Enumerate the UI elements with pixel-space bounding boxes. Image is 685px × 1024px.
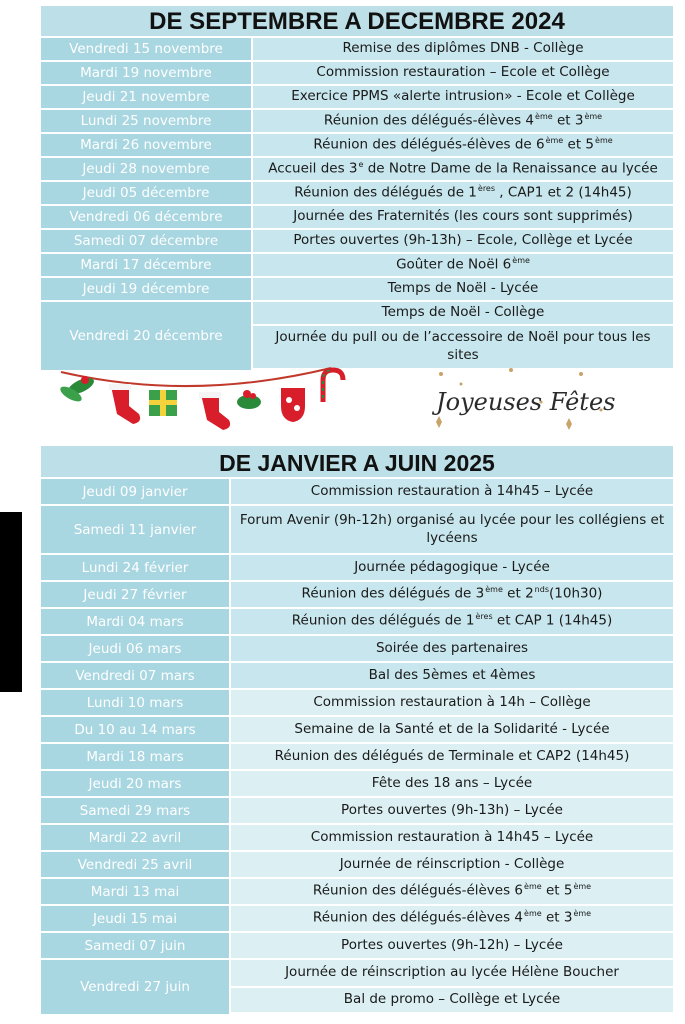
- event-cell-group: [253, 230, 673, 252]
- event-text: [291, 88, 635, 106]
- event-text-part: et 3: [541, 909, 573, 926]
- event-date: Lundi 24 février: [41, 555, 231, 580]
- table-row: [41, 825, 673, 852]
- event-text-part: et 5: [541, 882, 573, 899]
- event-text: [311, 829, 593, 847]
- ordinal-superscript: ème: [524, 882, 542, 892]
- event-text: [313, 882, 591, 900]
- event-text-part: Bal de promo – Collège et Lycée: [343, 991, 561, 1008]
- holly-icon: [237, 390, 261, 409]
- table-row: [41, 110, 673, 134]
- event-description: [253, 230, 673, 252]
- event-date: Mardi 17 décembre: [41, 254, 253, 276]
- ordinal-superscript: ème: [545, 135, 564, 145]
- event-date: Jeudi 06 mars: [41, 636, 231, 661]
- event-text-part: Exercice PPMS «alerte intrusion» - Ecole et Collège: [291, 88, 635, 105]
- event-text: [239, 512, 665, 547]
- event-text-part: Commission restauration – Ecole et Collège: [316, 64, 610, 81]
- section-jan-jun-2025: [41, 446, 673, 1016]
- greeting-text: Joyeuses Fêtes: [436, 388, 616, 416]
- event-text-part: Temps de Noël - Lycée: [387, 280, 539, 297]
- christmas-decoration: [41, 362, 673, 442]
- event-cell-group: [253, 158, 673, 180]
- table-row: [41, 717, 673, 744]
- event-cell-group: [231, 960, 673, 1014]
- event-text-part: Réunion des délégués-élèves 4: [312, 909, 524, 926]
- garland-string-icon: [61, 368, 331, 386]
- event-date: Vendredi 20 décembre: [41, 302, 253, 370]
- ordinal-superscript: ères: [475, 612, 493, 622]
- table-row: [41, 663, 673, 690]
- event-text-part: Réunion des délégués-élèves de 6: [313, 136, 545, 153]
- event-description: [253, 38, 673, 60]
- table-row: [41, 134, 673, 158]
- ornament-ball-icon: [281, 388, 305, 422]
- event-cell-group: [253, 110, 673, 132]
- event-text-part: (10h30): [549, 585, 603, 602]
- event-text: [369, 667, 536, 685]
- event-description: [231, 798, 673, 823]
- event-description: [231, 852, 673, 877]
- ordinal-superscript: ème: [485, 585, 503, 595]
- event-cell-group: [231, 663, 673, 688]
- event-text-part: Bal des 5èmes et 4èmes: [368, 666, 536, 683]
- event-date: Vendredi 25 avril: [41, 852, 231, 877]
- event-text-part: Journée du pull ou de l’accessoire de Noël pour tous les sites: [275, 329, 651, 363]
- gift-icon: [149, 390, 177, 416]
- event-description: [253, 206, 673, 228]
- event-date: Lundi 10 mars: [41, 690, 231, 715]
- event-text-part: Temps de Noël - Collège: [381, 304, 545, 321]
- event-cell-group: [231, 609, 673, 634]
- event-date: Vendredi 15 novembre: [41, 38, 253, 60]
- section-title: DE JANVIER A JUIN 2025: [41, 446, 673, 479]
- event-text: [293, 208, 633, 226]
- event-text: [341, 937, 563, 955]
- table-row: [41, 86, 673, 110]
- event-text-part: Portes ouvertes (9h-13h) – Lycée: [341, 801, 563, 818]
- event-date: Samedi 29 mars: [41, 798, 231, 823]
- event-description: [231, 636, 673, 661]
- event-description: [231, 744, 673, 769]
- table-row: [41, 555, 673, 582]
- event-description: [231, 986, 673, 1012]
- section-title: DE SEPTEMBRE A DECEMBRE 2024: [41, 6, 673, 38]
- event-text-part: et 3: [552, 112, 584, 129]
- event-text-part: Commission restauration à 14h – Collège: [313, 693, 591, 710]
- event-cell-group: [231, 798, 673, 823]
- table-row: [41, 206, 673, 230]
- event-text: [313, 694, 590, 712]
- event-text: [396, 256, 530, 274]
- event-text-part: Accueil des 3: [268, 160, 358, 177]
- event-text-part: Réunion des délégués-élèves 6: [312, 882, 524, 899]
- event-date: Jeudi 19 décembre: [41, 278, 253, 300]
- event-cell-group: [231, 879, 673, 904]
- event-text-part: , CAP1 et 2 (14h45): [495, 184, 632, 201]
- event-cell-group: [253, 62, 673, 84]
- event-text-part: Semaine de la Santé et de la Solidarité - Lycée: [294, 720, 610, 737]
- event-description: [231, 960, 673, 986]
- ordinal-superscript: ème: [512, 255, 530, 265]
- event-cell-group: [231, 771, 673, 796]
- event-text: [261, 329, 665, 364]
- event-text-part: Forum Avenir (9h-12h) organisé au lycée pour les collégiens et lycéens: [239, 511, 665, 546]
- event-description: [231, 506, 673, 553]
- event-date: Jeudi 27 février: [41, 582, 231, 607]
- event-text: [293, 232, 632, 250]
- event-text-part: Soirée des partenaires: [375, 639, 529, 656]
- ordinal-superscript: ème: [573, 909, 592, 919]
- table-row: [41, 771, 673, 798]
- side-black-bar: [0, 512, 22, 692]
- event-text: [388, 280, 539, 298]
- event-cell-group: [231, 744, 673, 769]
- event-cell-group: [231, 852, 673, 877]
- event-text: [344, 991, 560, 1009]
- event-date: Jeudi 05 décembre: [41, 182, 253, 204]
- event-cell-group: [253, 254, 673, 276]
- event-text: [341, 802, 563, 820]
- event-description: [231, 906, 673, 931]
- event-description: [231, 609, 673, 634]
- table-row: [41, 582, 673, 609]
- event-date: Vendredi 27 juin: [41, 960, 231, 1014]
- event-date: Mardi 18 mars: [41, 744, 231, 769]
- event-cell-group: [231, 825, 673, 850]
- event-cell-group: [253, 86, 673, 108]
- table-row: [41, 62, 673, 86]
- event-cell-group: [231, 506, 673, 553]
- event-description: [253, 182, 673, 204]
- event-text-part: Goûter de Noël 6: [396, 256, 512, 273]
- event-cell-group: [253, 302, 673, 370]
- event-cell-group: [231, 690, 673, 715]
- table-row: [41, 254, 673, 278]
- event-description: [231, 479, 673, 504]
- event-description: [253, 254, 673, 276]
- event-date: Mardi 22 avril: [41, 825, 231, 850]
- event-text-part: Commission restauration à 14h45 – Lycée: [310, 828, 594, 845]
- event-text: [294, 721, 609, 739]
- event-text-part: Journée des Fraternités (les cours sont supprimés): [293, 208, 633, 225]
- event-cell-group: [231, 479, 673, 504]
- event-cell-group: [253, 182, 673, 204]
- table-row: [41, 960, 673, 1016]
- ordinal-superscript: nds: [534, 585, 549, 595]
- event-date: Samedi 07 juin: [41, 933, 231, 958]
- table-row: [41, 879, 673, 906]
- event-date: Samedi 07 décembre: [41, 230, 253, 252]
- table-row: [41, 636, 673, 663]
- event-description: [253, 134, 673, 156]
- event-text: [302, 585, 603, 603]
- stocking-icon: [199, 392, 230, 430]
- table-row: [41, 479, 673, 506]
- table-row: [41, 906, 673, 933]
- ordinal-superscript: ème: [535, 111, 553, 121]
- event-description: [253, 62, 673, 84]
- event-text: [275, 748, 630, 766]
- event-description: [231, 933, 673, 958]
- table-row: [41, 933, 673, 960]
- events-table: [41, 38, 673, 372]
- event-cell-group: [231, 906, 673, 931]
- event-date: Lundi 25 novembre: [41, 110, 253, 132]
- holly-icon: [58, 375, 96, 405]
- event-text: [311, 483, 593, 501]
- event-date: Mardi 04 mars: [41, 609, 231, 634]
- event-text-part: et CAP 1 (14h45): [492, 612, 613, 629]
- event-cell-group: [231, 582, 673, 607]
- event-cell-group: [231, 636, 673, 661]
- event-description: [231, 879, 673, 904]
- event-date: Jeudi 09 janvier: [41, 479, 231, 504]
- event-text: [342, 40, 583, 58]
- event-date: Jeudi 20 mars: [41, 771, 231, 796]
- event-text: [324, 112, 602, 130]
- event-text: [313, 136, 612, 154]
- event-text: [268, 160, 658, 178]
- event-description: [253, 158, 673, 180]
- event-description: [253, 110, 673, 132]
- event-description: [231, 771, 673, 796]
- section-sept-dec-2024: [41, 6, 673, 372]
- table-row: [41, 230, 673, 254]
- ordinal-superscript: ème: [584, 111, 603, 121]
- event-cell-group: [231, 555, 673, 580]
- table-row: [41, 278, 673, 302]
- event-text-part: Réunion des délégués de Terminale et CAP2 (14h45): [274, 747, 630, 764]
- event-text: [372, 775, 532, 793]
- event-description: [253, 86, 673, 108]
- event-description: [231, 555, 673, 580]
- table-row: [41, 852, 673, 879]
- event-cell-group: [253, 278, 673, 300]
- event-text-part: Réunion des délégués de 3: [301, 585, 485, 602]
- event-text: [316, 64, 609, 82]
- stocking-icon: [109, 384, 140, 424]
- event-date: Mardi 19 novembre: [41, 62, 253, 84]
- event-text-part: Portes ouvertes (9h-12h) – Lycée: [341, 936, 563, 953]
- event-cell-group: [253, 134, 673, 156]
- event-cell-group: [231, 933, 673, 958]
- table-row: [41, 609, 673, 636]
- event-text-part: Réunion des délégués de 1: [291, 612, 475, 629]
- table-row: [41, 798, 673, 825]
- event-date: Jeudi 28 novembre: [41, 158, 253, 180]
- event-description: [231, 717, 673, 742]
- event-text: [376, 640, 528, 658]
- event-text: [382, 304, 545, 322]
- event-text-part: et 2: [502, 585, 534, 602]
- event-date: Jeudi 15 mai: [41, 906, 231, 931]
- event-text-part: Réunion des délégués-élèves 4: [323, 112, 535, 129]
- event-text-part: Remise des diplômes DNB - Collège: [342, 40, 584, 57]
- table-row: [41, 744, 673, 771]
- event-text-part: Commission restauration à 14h45 – Lycée: [310, 482, 594, 499]
- event-cell-group: [253, 38, 673, 60]
- event-description: [231, 825, 673, 850]
- event-text: [354, 559, 550, 577]
- table-row: [41, 158, 673, 182]
- ordinal-superscript: ème: [524, 909, 542, 919]
- event-date: Mardi 13 mai: [41, 879, 231, 904]
- ordinal-superscript: ères: [477, 183, 496, 193]
- event-description: [253, 302, 673, 324]
- event-text: [340, 856, 565, 874]
- event-date: Vendredi 07 mars: [41, 663, 231, 688]
- ordinal-superscript: ème: [595, 135, 613, 145]
- event-date: Vendredi 06 décembre: [41, 206, 253, 228]
- event-text-part: Journée pédagogique - Lycée: [354, 558, 550, 575]
- event-date: Jeudi 21 novembre: [41, 86, 253, 108]
- event-text-part: Fête des 18 ans – Lycée: [371, 774, 533, 791]
- event-description: [231, 690, 673, 715]
- event-text-part: et 5: [563, 136, 595, 153]
- event-text-part: Portes ouvertes (9h-13h) – Ecole, Collège et Lycée: [293, 232, 633, 249]
- event-text: [292, 612, 612, 630]
- event-date: Mardi 26 novembre: [41, 134, 253, 156]
- table-row: [41, 690, 673, 717]
- event-description: [231, 582, 673, 607]
- event-text: [285, 964, 619, 982]
- event-text: [313, 909, 591, 927]
- event-description: [253, 278, 673, 300]
- table-row: [41, 38, 673, 62]
- event-cell-group: [253, 206, 673, 228]
- event-text-part: Réunion des délégués de 1: [294, 184, 477, 201]
- event-cell-group: [231, 717, 673, 742]
- events-table: [41, 479, 673, 1016]
- event-text: [294, 184, 632, 202]
- table-row: [41, 506, 673, 555]
- event-description: [231, 663, 673, 688]
- event-text-part: Journée de réinscription au lycée Hélène Boucher: [285, 964, 619, 981]
- ordinal-superscript: e: [358, 159, 364, 169]
- table-row: [41, 182, 673, 206]
- event-text-part: de Notre Dame de la Renaissance au lycée: [363, 160, 658, 177]
- ordinal-superscript: ème: [573, 882, 592, 892]
- event-date: Du 10 au 14 mars: [41, 717, 231, 742]
- event-date: Samedi 11 janvier: [41, 506, 231, 553]
- candy-cane-icon: [323, 370, 343, 402]
- event-text-part: Journée de réinscription - Collège: [339, 855, 565, 872]
